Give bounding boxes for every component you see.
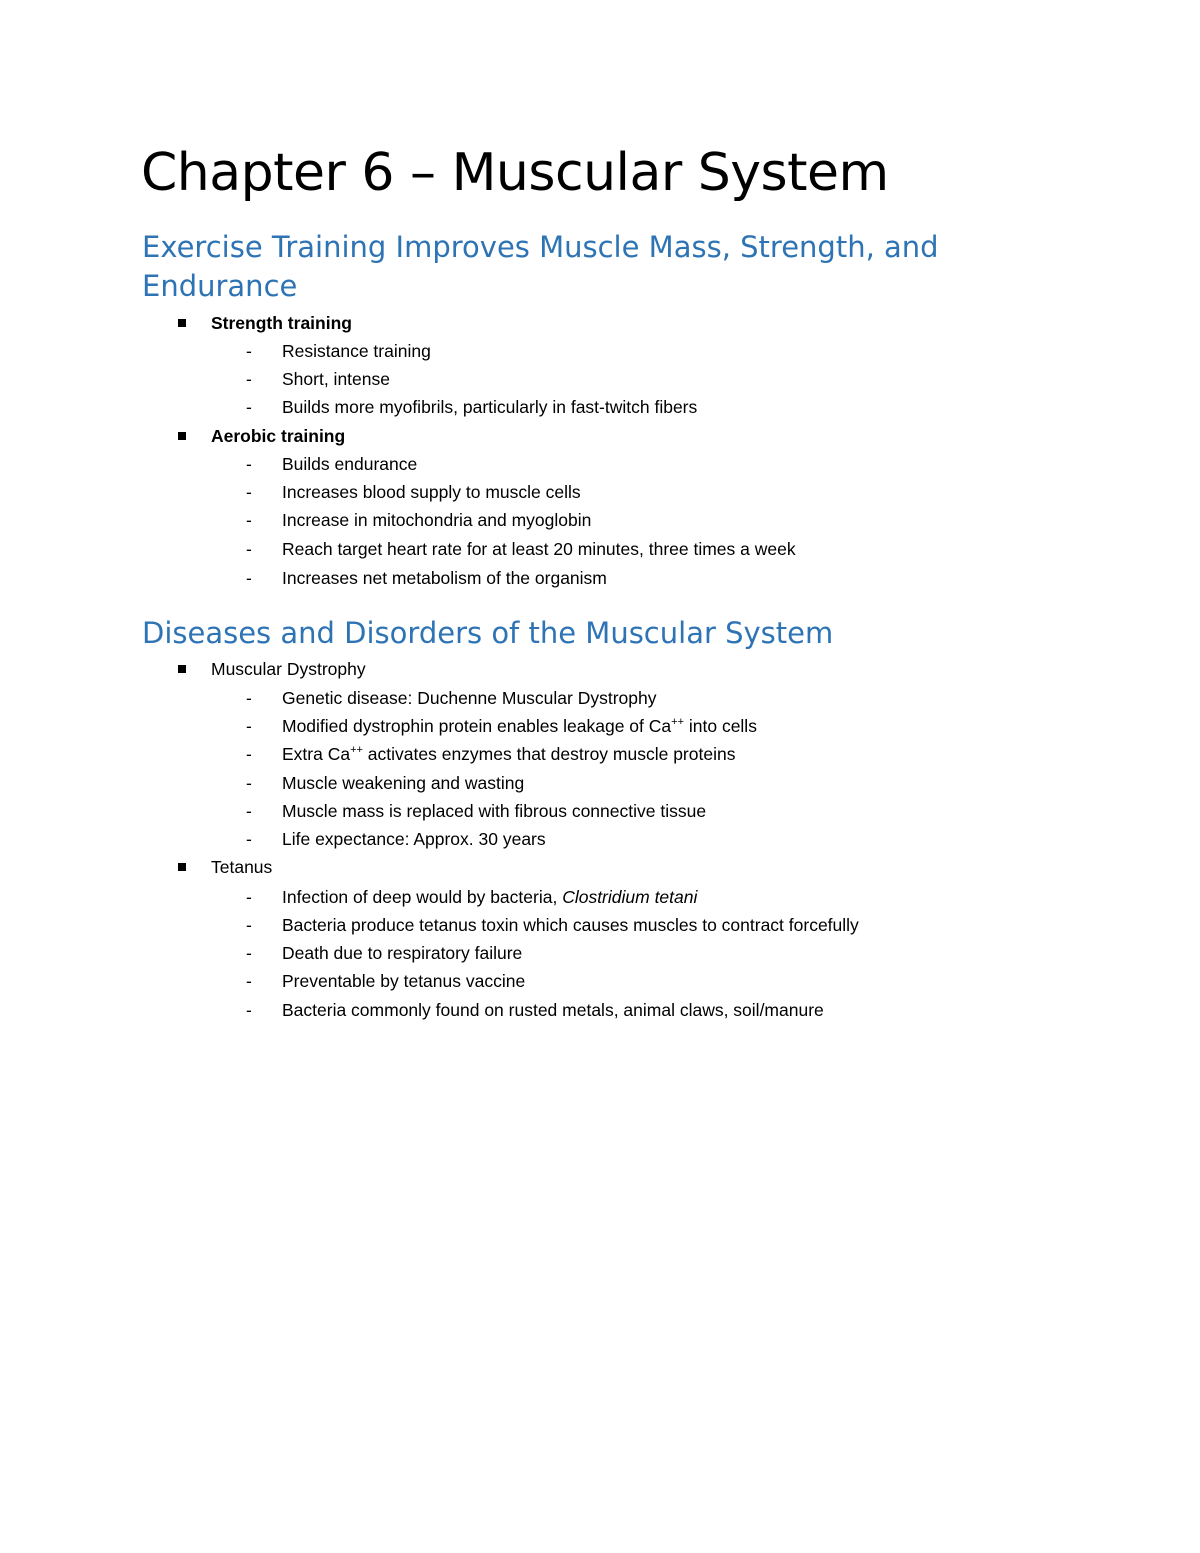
list-subitem: Extra Ca++ activates enzymes that destroy muscle proteins xyxy=(282,744,736,764)
list-subitem: Death due to respiratory failure xyxy=(282,943,523,963)
list-subitem: Resistance training xyxy=(282,341,431,361)
list-subitem: Builds more myofibrils, particularly in fast-twitch fibers xyxy=(282,397,698,417)
list-subitem: Modified dystrophin protein enables leakage of Ca++ into cells xyxy=(282,716,757,736)
list-subitem: Muscle mass is replaced with fibrous connective tissue xyxy=(282,801,707,821)
section-heading-exercise: Exercise Training Improves Muscle Mass, Strength, and Endurance xyxy=(142,230,939,303)
square-bullet-icon xyxy=(178,665,186,673)
list-subitem: Increases blood supply to muscle cells xyxy=(282,482,581,502)
dash-bullet-icon: - xyxy=(246,971,252,991)
list-subitem: Short, intense xyxy=(282,369,390,389)
dash-bullet-icon: - xyxy=(246,510,252,530)
dash-bullet-icon: - xyxy=(246,801,252,821)
list-subitem: Reach target heart rate for at least 20 minutes, three times a week xyxy=(282,539,796,559)
dash-bullet-icon: - xyxy=(246,1000,252,1020)
dash-bullet-icon: - xyxy=(246,482,252,502)
list-item-strength-training: Strength training xyxy=(211,313,352,333)
dash-bullet-icon: - xyxy=(246,688,252,708)
list-subitem: Increase in mitochondria and myoglobin xyxy=(282,510,592,530)
list-subitem: Muscle weakening and wasting xyxy=(282,773,525,793)
square-bullet-icon xyxy=(178,319,186,327)
dash-bullet-icon: - xyxy=(246,716,252,736)
dash-bullet-icon: - xyxy=(246,744,252,764)
dash-bullet-icon: - xyxy=(246,454,252,474)
dash-bullet-icon: - xyxy=(246,829,252,849)
square-bullet-icon xyxy=(178,863,186,871)
dash-bullet-icon: - xyxy=(246,539,252,559)
dash-bullet-icon: - xyxy=(246,397,252,417)
dash-bullet-icon: - xyxy=(246,773,252,793)
section-heading-diseases: Diseases and Disorders of the Muscular System xyxy=(142,616,834,650)
dash-bullet-icon: - xyxy=(246,887,252,907)
list-item-muscular-dystrophy: Muscular Dystrophy xyxy=(211,659,366,679)
list-subitem: Builds endurance xyxy=(282,454,418,474)
list-subitem: Life expectance: Approx. 30 years xyxy=(282,829,546,849)
dash-bullet-icon: - xyxy=(246,369,252,389)
list-subitem: Bacteria commonly found on rusted metals, animal claws, soil/manure xyxy=(282,1000,824,1020)
square-bullet-icon xyxy=(178,432,186,440)
dash-bullet-icon: - xyxy=(246,341,252,361)
list-subitem: Preventable by tetanus vaccine xyxy=(282,971,526,991)
list-subitem: Infection of deep would by bacteria, Clostridium tetani xyxy=(282,887,698,907)
dash-bullet-icon: - xyxy=(246,943,252,963)
dash-bullet-icon: - xyxy=(246,915,252,935)
dash-bullet-icon: - xyxy=(246,568,252,588)
list-item-aerobic-training: Aerobic training xyxy=(211,426,346,446)
list-item-tetanus: Tetanus xyxy=(211,857,273,877)
page-title: Chapter 6 – Muscular System xyxy=(141,143,889,203)
list-subitem: Bacteria produce tetanus toxin which causes muscles to contract forcefully xyxy=(282,915,859,935)
list-subitem: Increases net metabolism of the organism xyxy=(282,568,607,588)
list-subitem: Genetic disease: Duchenne Muscular Dystrophy xyxy=(282,688,657,708)
